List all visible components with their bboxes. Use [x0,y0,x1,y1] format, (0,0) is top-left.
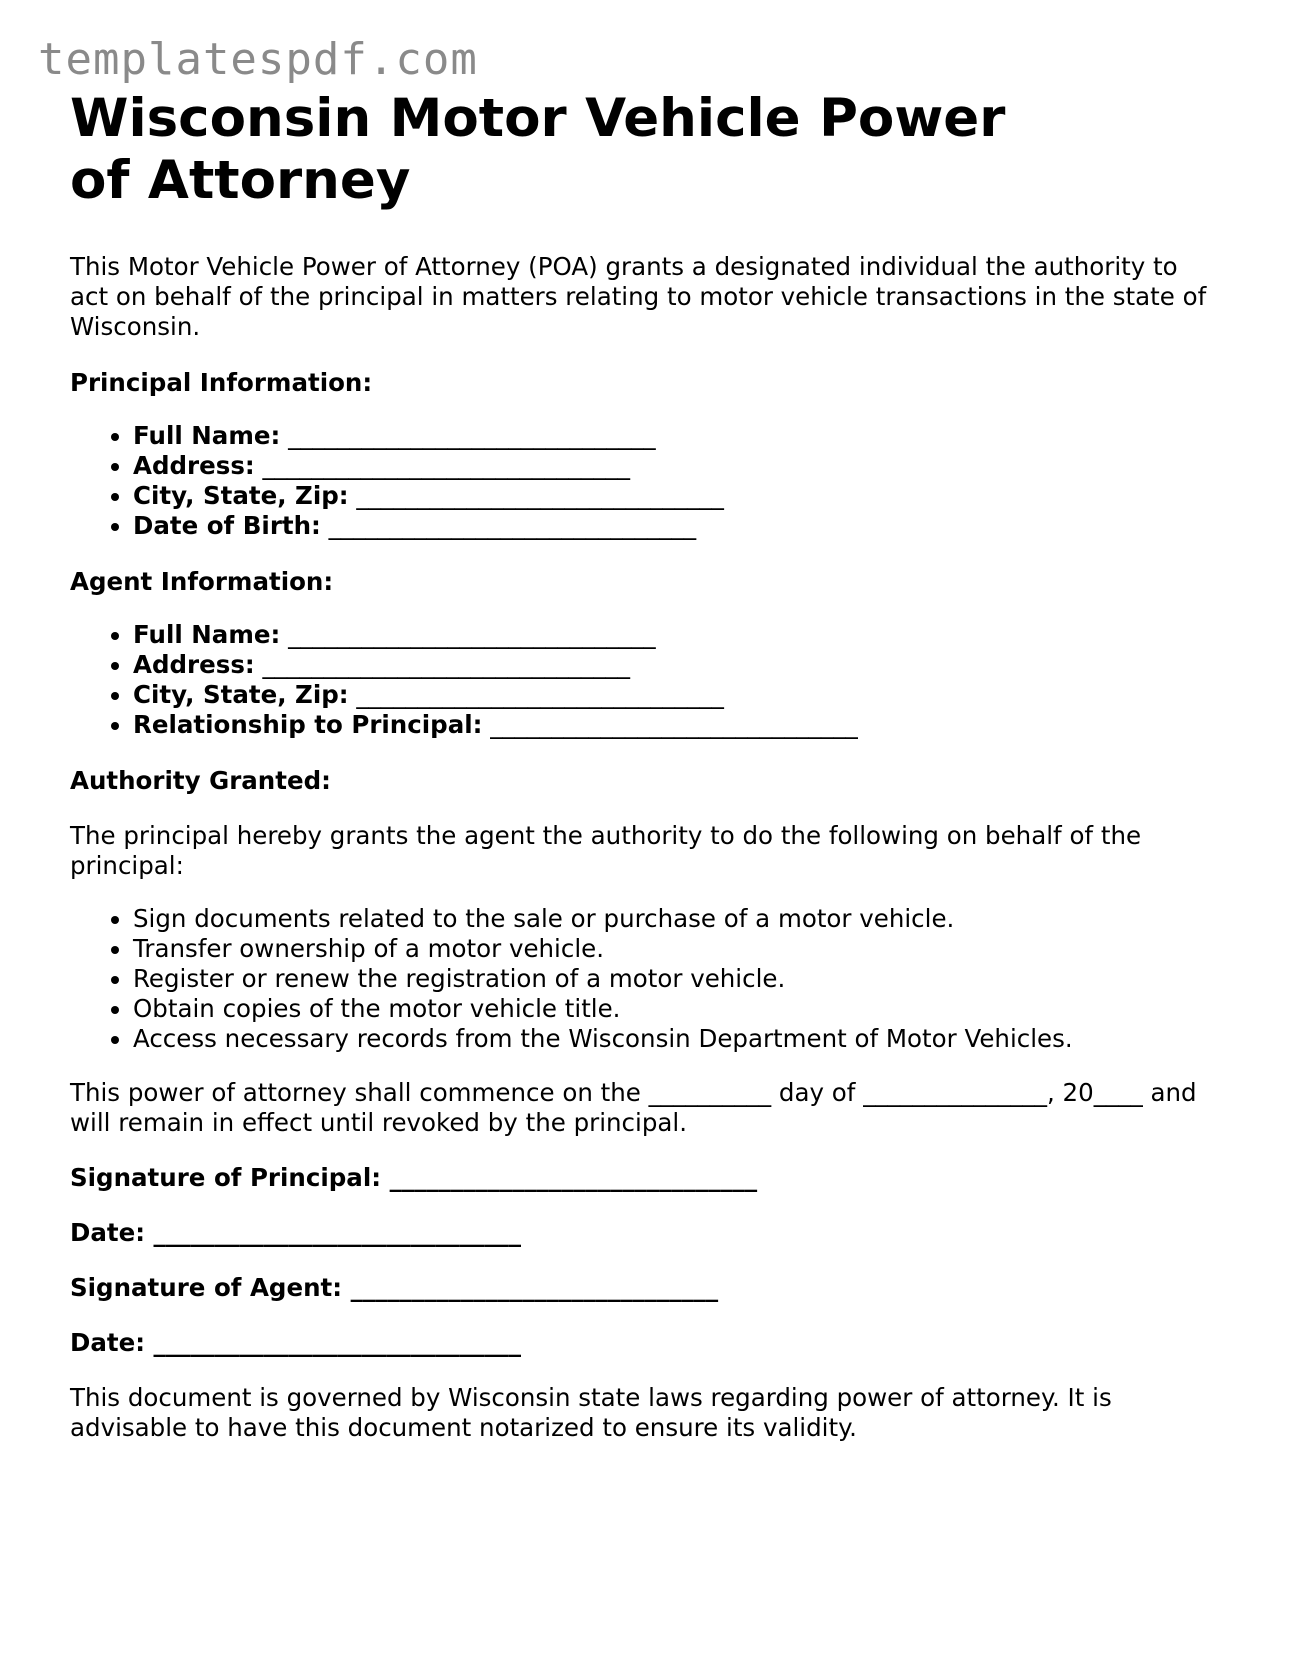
intro-paragraph: This Motor Vehicle Power of Attorney (POA) grants a designated individual the authority to act on behalf of the principal in matters relating to motor vehicle transactions in the state of Wisconsin. [70,252,1207,341]
commencement-paragraph: This power of attorney shall commence on the __________ day of _______________, 20____ and will remain in effect until revoked by the principal. [70,1078,1197,1137]
principal-heading: Principal Information: [70,368,373,397]
principal-date-line [70,1218,1220,1248]
field-label: Date of Birth: [133,511,321,540]
watermark: templatespdf.com [38,34,478,85]
fill-blank: ______________________________ [288,620,656,649]
list-item: • Sign documents related to the sale or purchase of a motor vehicle. [133,904,1220,934]
date-label: Date: [70,1218,145,1247]
fill-blank: ______________________________ [288,421,656,450]
principal-signature-line [70,1163,1220,1193]
list-item: • Transfer ownership of a motor vehicle. [133,934,1220,964]
agent-heading: Agent Information: [70,567,334,596]
field-label: Address: [133,650,255,679]
list-item: • Register or renew the registration of a motor vehicle. [133,964,1220,994]
field-label: Relationship to Principal: [133,710,483,739]
signature-label: Signature of Principal: [70,1163,382,1192]
document-body [70,88,1220,1443]
list-item: • Access necessary records from the Wisconsin Department of Motor Vehicles. [133,1024,1220,1054]
authority-list [70,904,1220,1054]
list-item: • Obtain copies of the motor vehicle title. [133,994,1220,1024]
fill-blank: ______________________________ [262,451,630,480]
agent-signature-line [70,1273,1220,1303]
fill-blank: ______________________________ [490,710,858,739]
fill-blank: ______________________________ [328,511,697,540]
authority-heading: Authority Granted: [70,766,331,795]
fill-blank: ______________________________ [356,481,724,510]
field-label: Address: [133,451,255,480]
date-label: Date: [70,1328,145,1357]
field-label: City, State, Zip: [133,680,349,709]
field-label: Full Name: [133,620,281,649]
page-title: Wisconsin Motor Vehicle Power of Attorney [70,88,1006,211]
agent-relationship [133,710,1220,740]
principal-fields [70,421,1220,541]
agent-full-name [133,620,1220,650]
agent-address [133,650,1220,680]
field-label: Full Name: [133,421,281,450]
principal-address [133,451,1220,481]
fill-blank: ______________________________ [262,650,630,679]
authority-intro: The principal hereby grants the agent the authority to do the following on behalf of the principal: [70,821,1142,880]
principal-city-state-zip [133,481,1220,511]
signature-label: Signature of Agent: [70,1273,343,1302]
fill-blank: ______________________________ [389,1163,758,1192]
agent-city-state-zip [133,680,1220,710]
field-label: City, State, Zip: [133,481,349,510]
fill-blank: ______________________________ [356,680,724,709]
fill-blank: ______________________________ [350,1273,719,1302]
agent-fields [70,620,1220,740]
agent-date-line [70,1328,1220,1358]
principal-date-of-birth [133,511,1220,541]
closing-paragraph: This document is governed by Wisconsin state laws regarding power of attorney. It is advisable to have this document notarized to ensure its validity. [70,1383,1112,1442]
fill-blank: ______________________________ [153,1218,522,1247]
fill-blank: ______________________________ [153,1328,522,1357]
principal-full-name [133,421,1220,451]
